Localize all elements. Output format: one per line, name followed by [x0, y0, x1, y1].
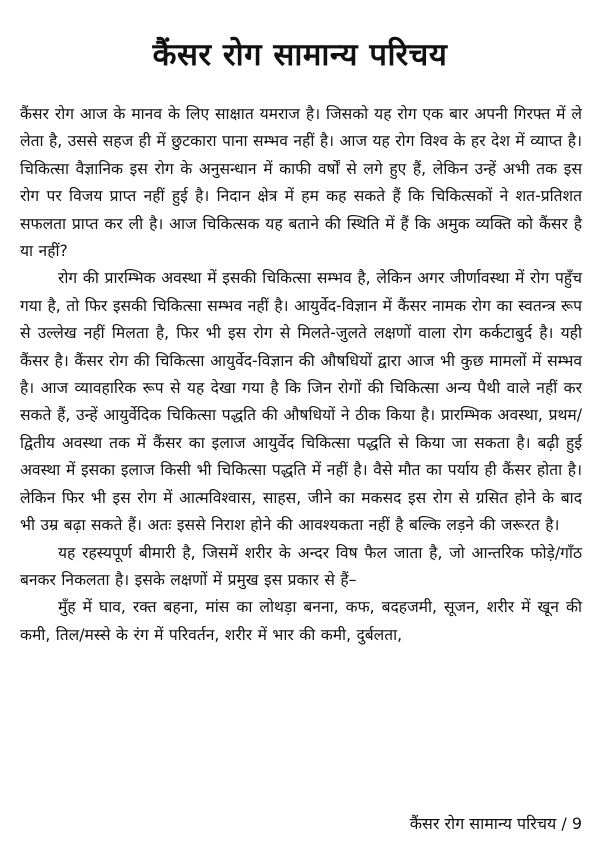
paragraph-4: मुँह में घाव, रक्त बहना, मांस का लोथड़ा बनना, कफ, बदहजमी, सूजन, शरीर में खून की कमी, तिल/मस्से के रंग में परिवर्तन, शरीर में भार की कमी, दुर्बलता, [20, 598, 582, 644]
running-footer: कैंसर रोग सामान्य परिचय / 9 [409, 814, 582, 833]
paragraph-1: कैंसर रोग आज के मानव के लिए साक्षात यमराज है। जिसको यह रोग एक बार अपनी गिरफ्त में ले लेता है, उससे सहज ही में छुटकारा पाना सम्भव नहीं है। आज यह रोग विश्व के हर देश में व्याप्त है। चिकित्सा वैज्ञानिक इस रोग के अनुसन्धान में काफी वर्षों से लगे हुए हैं, लेकिन उन्हें अभी तक इस रोग पर विजय प्राप्त नहीं हुई है। निदान क्षेत्र में हम कह सकते हैं कि चिकित्सकों ने शत-प्रतिशत सफलता प्राप्त कर ली है। आज चिकित्सक यह बताने की स्थिति में हैं कि अमुक व्यक्ति को कैंसर है या नहीं? [20, 105, 582, 261]
paragraph-3: यह रहस्यपूर्ण बीमारी है, जिसमें शरीर के अन्दर विष फैल जाता है, जो आन्तरिक फोड़े/गाँठ बनकर निकलता है। इसके लक्षणों में प्रमुख इस प्रकार से हैं– [20, 543, 582, 589]
paragraph-2: रोग की प्रारम्भिक अवस्था में इसकी चिकित्सा सम्भव है, लेकिन अगर जीर्णावस्था में रोग पहुँच गया है, तो फिर इसकी चिकित्सा सम्भव नहीं है। आयुर्वेद-विज्ञान में कैंसर नामक रोग का स्वतन्त्र रूप से उल्लेख नहीं मिलता है, फिर भी इस रोग से मिलते-जुलते लक्षणों वाला रोग कर्कटाबुर्द है। यही कैंसर है। कैंसर रोग की चिकित्सा आयुर्वेद-विज्ञान की औषधियों द्वारा आज भी कुछ मामलों में सम्भव है। आज व्यावहारिक रूप से यह देखा गया है कि जिन रोगों की चिकित्सा अन्य पैथी वाले नहीं कर सकते हैं, उन्हें आयुर्वेदिक चिकित्सा पद्धति की औषधियों ने ठीक किया है। प्रारम्भिक अवस्था, प्रथम/द्वितीय अवस्था तक में कैंसर का इलाज आयुर्वेद चिकित्सा पद्धति से किया जा सकता है। बढ़ी हुई अवस्था में इसका इलाज किसी भी चिकित्सा पद्धति में नहीं है। वैसे मौत का पर्याय ही कैंसर होता है। लेकिन फिर भी इस रोग में आत्मविश्वास, साहस, जीने का मकसद इस रोग से ग्रसित होने के बाद भी उम्र बढ़ा सकते हैं। अतः इससे निराश होने की आवश्यकता नहीं है बल्कि लड़ने की जरूरत है। [20, 269, 582, 535]
page-body [20, 101, 582, 649]
page-title: कैंसर रोग सामान्य परिचय [152, 36, 448, 73]
